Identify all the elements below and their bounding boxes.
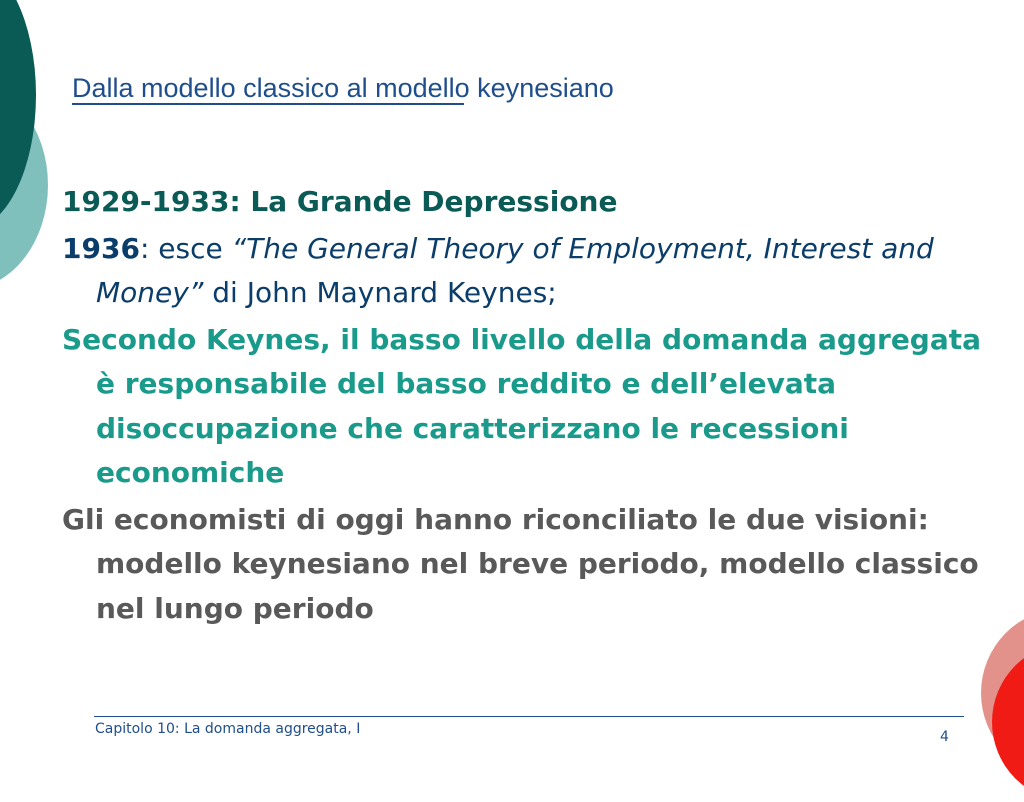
slide-body	[62, 180, 992, 631]
footer-divider	[94, 716, 964, 717]
slide-title: Dalla modello classico al modello keynesiano	[72, 73, 614, 103]
bullet-reconciled-visions: Gli economisti di oggi hanno riconciliato le due visioni: modello keynesiano nel breve periodo, modello classico nel lungo periodo	[62, 502, 979, 625]
bullet-great-depression: 1929-1933: La Grande Depressione	[62, 185, 618, 218]
title-underline	[72, 103, 464, 105]
bullet-keynes-aggregate-demand: Secondo Keynes, il basso livello della domanda aggregata è responsabile del basso reddito e dell’elevata disoccupazione che caratterizzano le recessioni economiche	[62, 322, 982, 489]
bullet-general-theory	[62, 227, 992, 316]
esce-text: : esce	[139, 231, 232, 265]
author-text: di John Maynard Keynes;	[203, 276, 557, 309]
footer-chapter: Capitolo 10: La domanda aggregata, I	[95, 721, 361, 737]
page-number: 4	[940, 729, 949, 745]
year-1936: 1936	[62, 231, 140, 265]
book-title: “The General Theory of Employment, Interest and Money”	[96, 231, 934, 309]
